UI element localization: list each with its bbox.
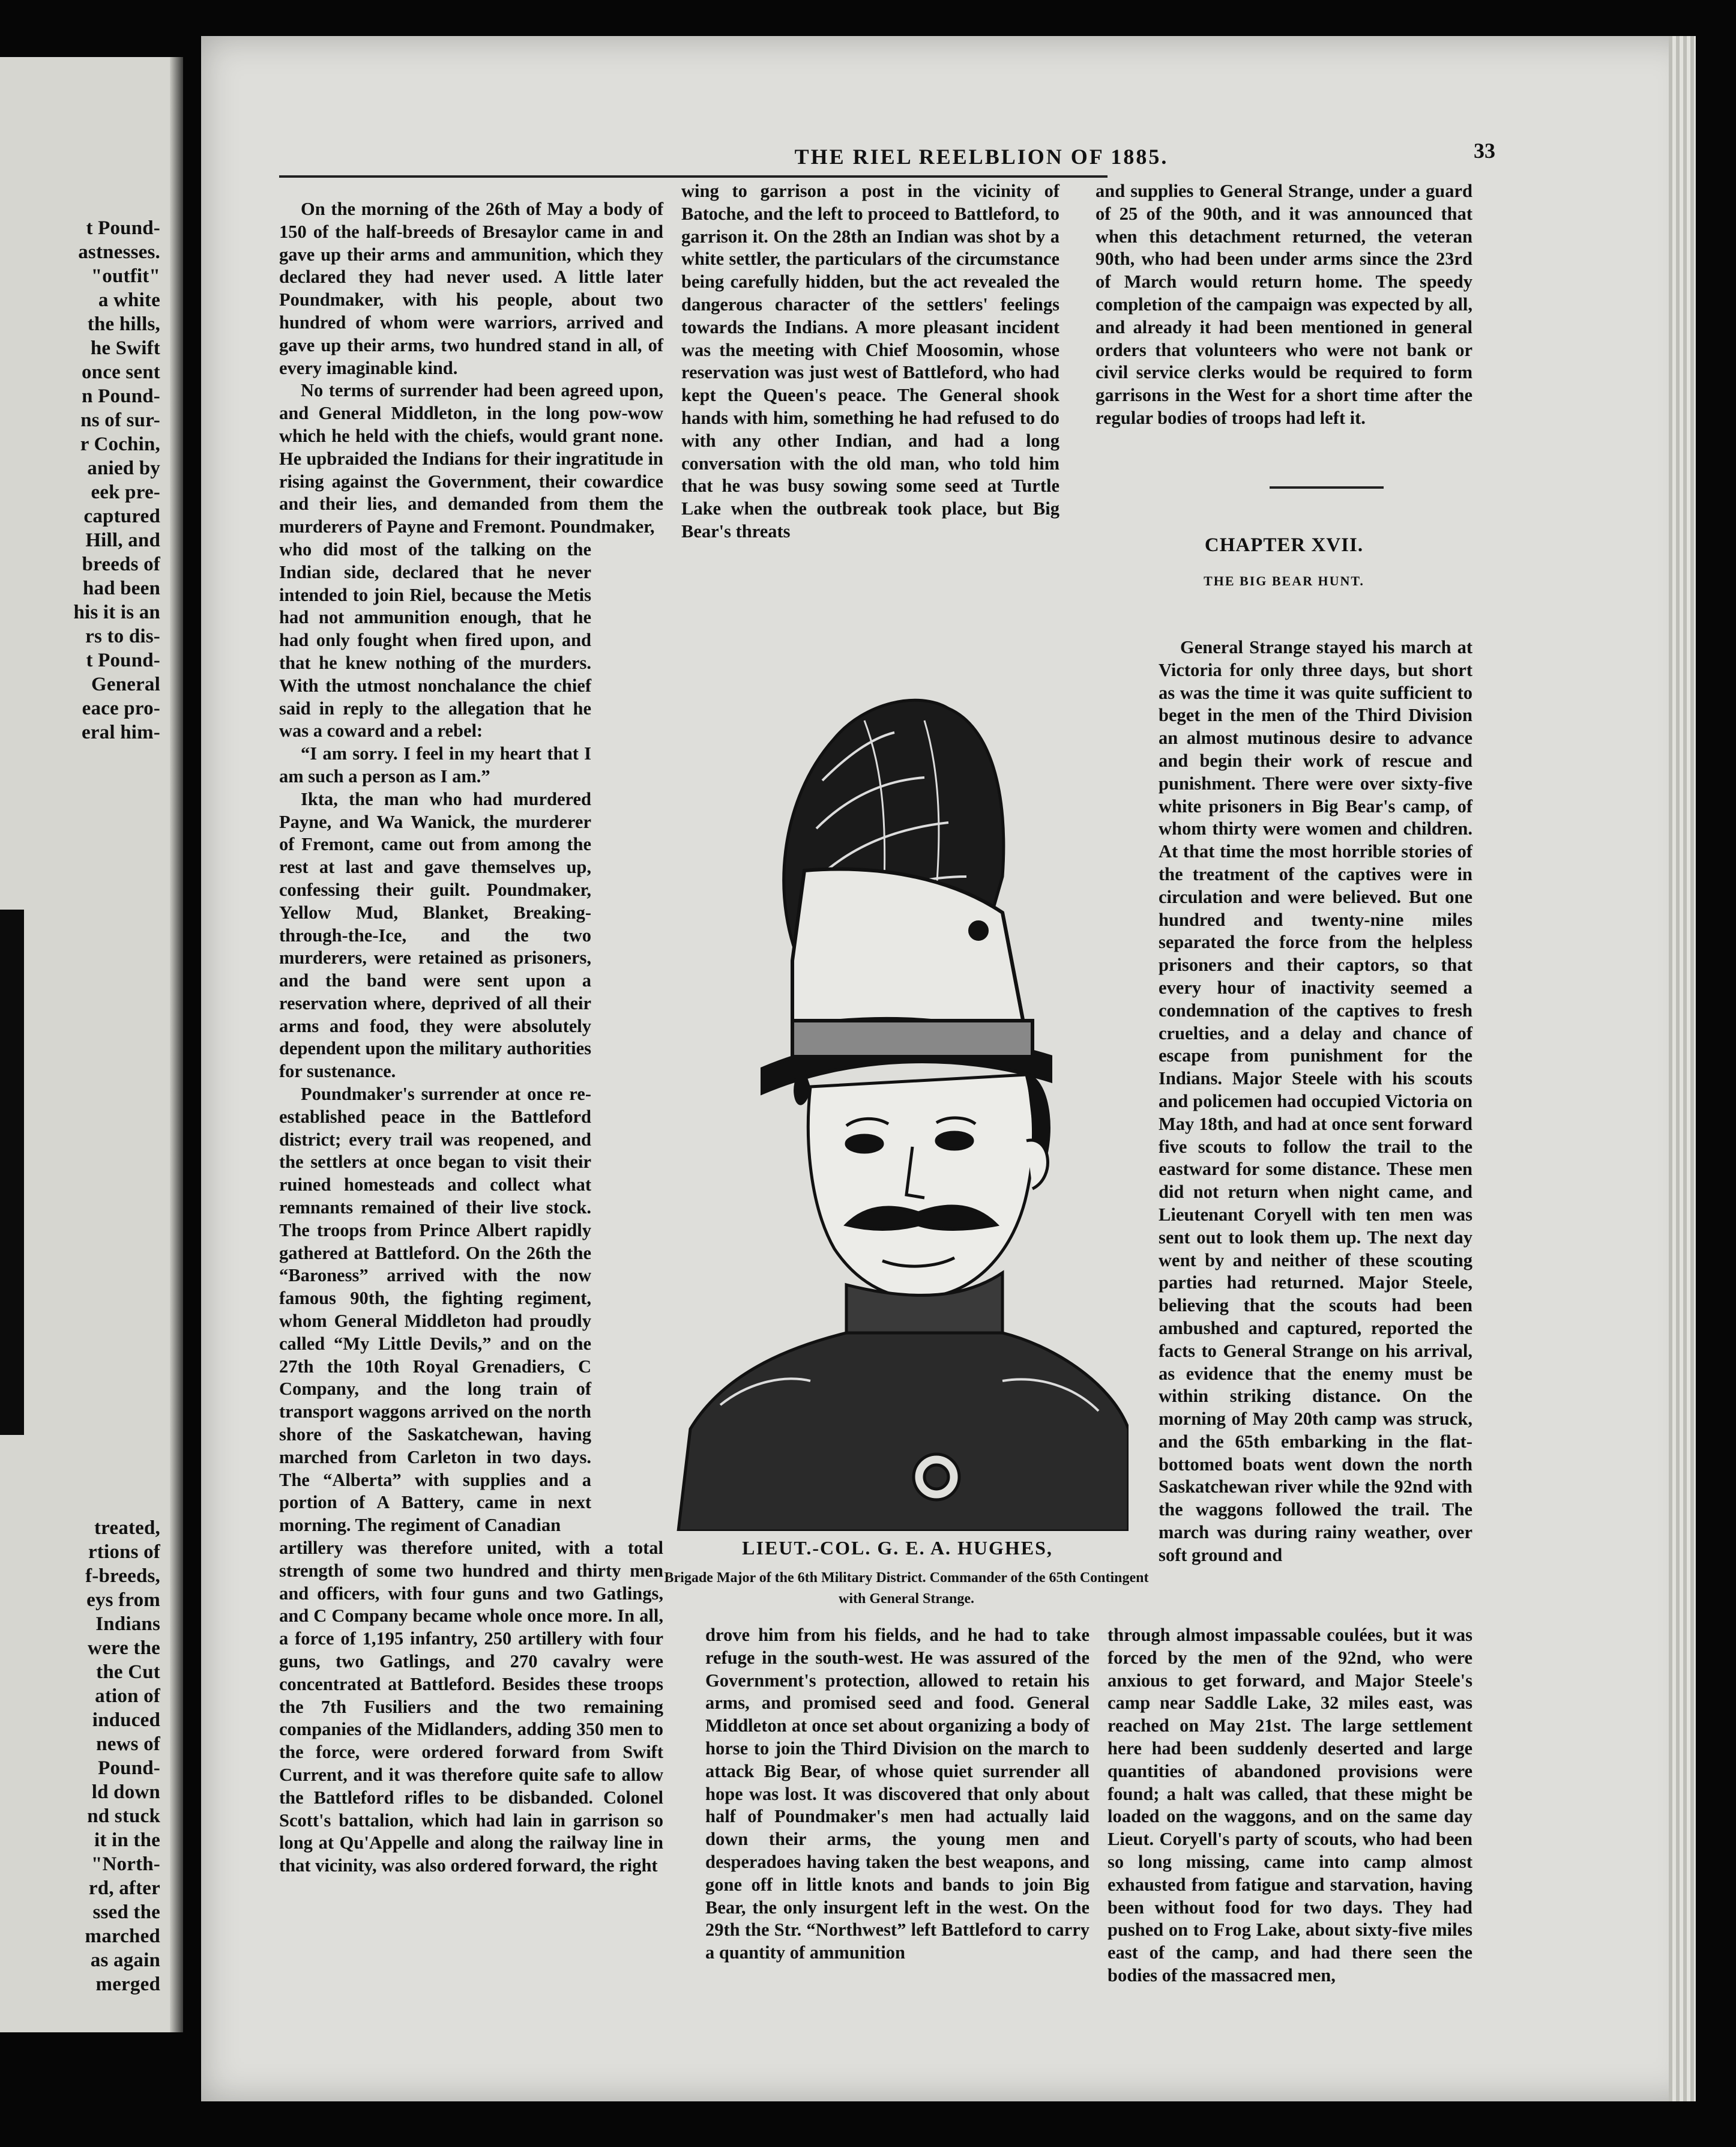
left-facing-page <box>0 57 183 2032</box>
col1-paragraph-2: No terms of surrender had been agreed upon, and General Middleton, in the long pow-wow which he held with the chiefs, would grant none. He upbraided the Indians for their ingratitude in rising against the Government, their cowardice and their lies, and demanded from them the murderers of Payne and Fremont. Poundmaker, <box>279 380 663 537</box>
column-2-bottom <box>705 1624 1090 1964</box>
left-page-fragment: induced <box>92 1709 160 1731</box>
left-page-fragment: "outfit" <box>91 265 160 287</box>
col3-bottom-text: through almost impassable coulées, but it was forced by the men of the 92nd, who were anxious to get forward, and Major Steele's camp near Saddle Lake, 32 miles east, was reached on May 21st. The large settlement here had been suddenly deserted and large quantities of abandoned provisions were found; a halt was called, that these might be loaded on the waggons, and on the same day Lieut. Coryell's party of scouts, who had been so long missing, came into camp almost exhausted from fatigue and starvation, having been without food for two days. They had pushed on to Frog Lake, about sixty-five miles east of the camp, and had there seen the bodies of the massacred men, <box>1108 1625 1472 1985</box>
left-page-fragment: the Cut <box>96 1661 160 1683</box>
left-page-fragment: ns of sur- <box>80 409 160 431</box>
left-page-fragment: as again <box>90 1949 160 1971</box>
portrait-illustration <box>666 540 1129 1531</box>
chapter-subtitle: THE BIG BEAR HUNT. <box>1204 573 1364 588</box>
col1-quote: “I am sorry. I feel in my heart that I am such a person as I am.” <box>279 743 591 787</box>
left-page-fragment: Pound- <box>98 1757 160 1779</box>
column-1 <box>279 198 663 2071</box>
column-3-chapter-text <box>1159 636 1472 1567</box>
left-page-fragment: t Pound- <box>86 217 160 239</box>
left-page-fragment: rtions of <box>88 1541 160 1563</box>
left-page-fragment: "North- <box>91 1853 160 1875</box>
left-page-fragment: anied by <box>87 457 160 479</box>
header-rule <box>279 175 1108 178</box>
left-page-fragment: n Pound- <box>82 385 160 407</box>
left-page-fragment: captured <box>83 506 160 527</box>
chapter-rule <box>1270 486 1384 489</box>
left-page-fragment: it in the <box>94 1829 160 1851</box>
left-page-fragment: rd, after <box>88 1877 160 1899</box>
column-2-top <box>681 180 1059 543</box>
left-page-fragment: rs to dis- <box>85 626 160 647</box>
col1-paragraph-4: Ikta, the man who had murdered Payne, and Wa Wanick, the murderer of Fremont, came out from among the rest at last and gave themselves up, confessing their guilt. Poundmaker, Yellow Mud, Blanket, Breaking-through-the-Ice, and the two murderers, were retained as prisoners, and the band were sent upon a reservation where, deprived of all their arms and food, they were absolutely dependent upon the military authorities for sustenance. <box>279 788 591 1082</box>
col1-paragraph-2b: who did most of the talking on the Indian side, declared that he never intended to join Riel, because the Metis had not ammunition enough, that he had only fought when fired upon, and that he knew nothing of the murders. With the utmost nonchalance the chief said in reply to the allegation that he was a coward and a rebel: <box>279 539 591 741</box>
left-page-fragment: f-breeds, <box>85 1565 160 1587</box>
page-number: 33 <box>1474 139 1495 163</box>
left-page-fragment: eek pre- <box>91 482 160 503</box>
left-page-fragment: breeds of <box>82 554 160 575</box>
page-gutter <box>170 57 183 2032</box>
left-page-fragment: eral him- <box>81 722 160 743</box>
left-page-fragment: astnesses. <box>78 241 160 263</box>
running-head: THE RIEL REELBLION OF 1885. <box>794 145 1169 169</box>
portrait-caption-line-2: with General Strange. <box>839 1591 974 1607</box>
left-page-fragment: news of <box>96 1733 160 1755</box>
left-page-fragment: were the <box>87 1637 160 1659</box>
left-page-fragment: treated, <box>94 1517 160 1539</box>
left-page-dark-block <box>0 910 24 1435</box>
portrait-caption-line-1: Brigade Major of the 6th Military District. Commander of the 65th Contingent <box>664 1570 1149 1586</box>
left-page-fragment: ssed the <box>92 1901 160 1923</box>
left-page-fragment: nd stuck <box>87 1805 160 1827</box>
col2-bottom-text: drove him from his fields, and he had to take refuge in the south-west. He was assured of the Government's protection, allowed to retain his arms, and promised seed and food. General Middleton at once set about organizing a body of horse to join the Third Division on the march to attack Big Bear, of whose quiet surrender all hope was lost. It was discovered that only about half of Poundmaker's men had actually laid down their arms, the young men and desperadoes having taken the best weapons, and gone off in little knots and bands to join Big Bear, the only insurgent left in the west. On the 29th the Str. “Northwest” left Battleford to carry a quantity of ammunition <box>705 1625 1090 1963</box>
col1-paragraph-5b: artillery was therefore united, with a total strength of some two hundred and thirty men and officers, with four guns and two Gatlings, and C Company became whole once more. In all, a force of 1,195 infantry, 250 artillery with four guns, two Gatlings, and 270 cavalry were concentrated at Battleford. Besides these troops the 7th Fusiliers and the two remaining companies of the Midlanders, adding 350 men to the force, were ordered forward from Swift Current, and it was therefore quite safe to allow the Battleford rifles to be disbanded. Colonel Scott's battalion, which had lain in garrison so long at Qu'Appelle and along the railway line in that vicinity, was also ordered forward, the right <box>279 1538 663 1876</box>
left-page-fragment: Indians <box>95 1613 160 1635</box>
left-page-fragment: r Cochin, <box>80 433 160 455</box>
left-page-fragment: ld down <box>91 1781 160 1803</box>
left-page-fragment: merged <box>95 1973 160 1995</box>
left-page-fragment: his it is an <box>73 602 160 623</box>
col3-top-text: and supplies to General Strange, under a guard of 25 of the 90th, and it was announced that when this detachment returned, the veteran 90th, who had been under arms since the 23rd of March would return home. The speedy completion of the campaign was expected by all, and already it had been mentioned in general orders that volunteers who were not bank or civil service clerks would be required to form garrisons in the West for a short time after the regular bodies of troops had left it. <box>1096 181 1472 428</box>
left-page-fragment: he Swift <box>90 337 160 359</box>
helmet <box>762 869 1050 1093</box>
chapter-title: CHAPTER XVII. <box>1204 534 1364 556</box>
left-page-fragment: had been <box>82 578 160 599</box>
left-page-fragment: a white <box>98 289 160 311</box>
left-page-fragment: eys from <box>86 1589 160 1611</box>
page-edge-stack <box>1669 36 1696 2101</box>
left-page-fragment: once sent <box>81 361 160 383</box>
left-page-fragment: marched <box>85 1925 160 1947</box>
left-page-fragment: eace pro- <box>82 698 160 719</box>
left-page-fragment: the hills, <box>87 313 160 335</box>
col1-paragraph-1: On the morning of the 26th of May a body of 150 of the half-breeds of Bresaylor came in and gave up their arms and ammunition, which they declared they had never used. A little later Poundmaker, with his people, about two hundred of whom were warriors, arrived and gave up their arms, two hundred stand in all, of every imaginable kind. <box>279 199 663 378</box>
left-page-fragment: Hill, and <box>85 530 160 551</box>
column-3-top <box>1096 180 1472 430</box>
face <box>795 1069 1049 1298</box>
col2-top-text: wing to garrison a post in the vicinity of Batoche, and the left to proceed to Battleford, to garrison it. On the 28th an Indian was shot by a white settler, the particulars of the circumstance being carefully hidden, but the act revealed the dangerous character of the settlers' feelings towards the Indians. A more pleasant incident was the meeting with Chief Moosomin, whose reservation was just west of Battleford, who had kept the Queen's peace. The General shook hands with him, something he had refused to do with any other Indian, and had a long conversation with the old man, who told him that he was busy sowing some seed at Turtle Lake when the outbreak took place, but Big Bear's threats <box>681 181 1059 542</box>
column-3-bottom <box>1108 1624 1472 1987</box>
left-page-fragment: General <box>91 674 160 695</box>
col1-paragraph-5: Poundmaker's surrender at once re-established peace in the Battleford district; every trail was reopened, and the settlers at once began to visit their ruined homesteads and collect what remnants remained of their live stock. The troops from Prince Albert rapidly gathered at Battleford. On the 26th the “Baroness” arrived with the now famous 90th, the fighting regiment, whom General Middleton had proudly called “My Little Devils,” and on the 27th the 10th Royal Grenadiers, C Company, and the long train of transport waggons arrived on the north shore of the Saskatchewan, having marched from Carleton in two days. The “Alberta” with supplies and a portion of A Battery, came in next morning. The regiment of Canadian <box>279 1084 591 1536</box>
main-page <box>201 36 1696 2101</box>
uniform <box>678 1273 1129 1531</box>
left-page-fragment: ation of <box>95 1685 160 1707</box>
col3-chapter-paragraph: General Strange stayed his march at Victoria for only three days, but short as was the time it was quite sufficient to beget in the men of the Third Division an almost mutinous desire to advance and begin their work of rescue and punishment. There were over sixty-five white prisoners in Big Bear's camp, of whom thirty were women and children. At that time the most horrible stories of the treatment of the captives were in circulation and were believed. But one hundred and twenty-nine miles separated the force from the helpless prisoners and their captors, so that every hour of inactivity seemed a condemnation of the captives to fresh cruelties, and a delay and chance of escape from punishment for the Indians. Major Steele with his scouts and policemen had occupied Victoria on May 18th, and had at once sent forward five scouts to follow the trail to the eastward for some distance. These men did not return when night came, and Lieutenant Coryell with ten men was sent out to look them up. The next day went by and neither of these scouting parties had returned. Major Steele, believing that the scouts had been ambushed and captured, reported the facts to General Strange on his arrival, as evidence that the enemy must be within striking distance. On the morning of May 20th camp was struck, and the 65th embarking in the flat-bottomed boats went down the north Saskatchewan river while the 92nd with the waggons followed the trail. The march was during rainy weather, over soft ground and <box>1159 637 1472 1565</box>
left-page-fragment: t Pound- <box>86 650 160 671</box>
portrait-caption-name: LIEUT.-COL. G. E. A. HUGHES, <box>742 1537 1053 1559</box>
col1-narrow-block <box>279 539 591 1537</box>
